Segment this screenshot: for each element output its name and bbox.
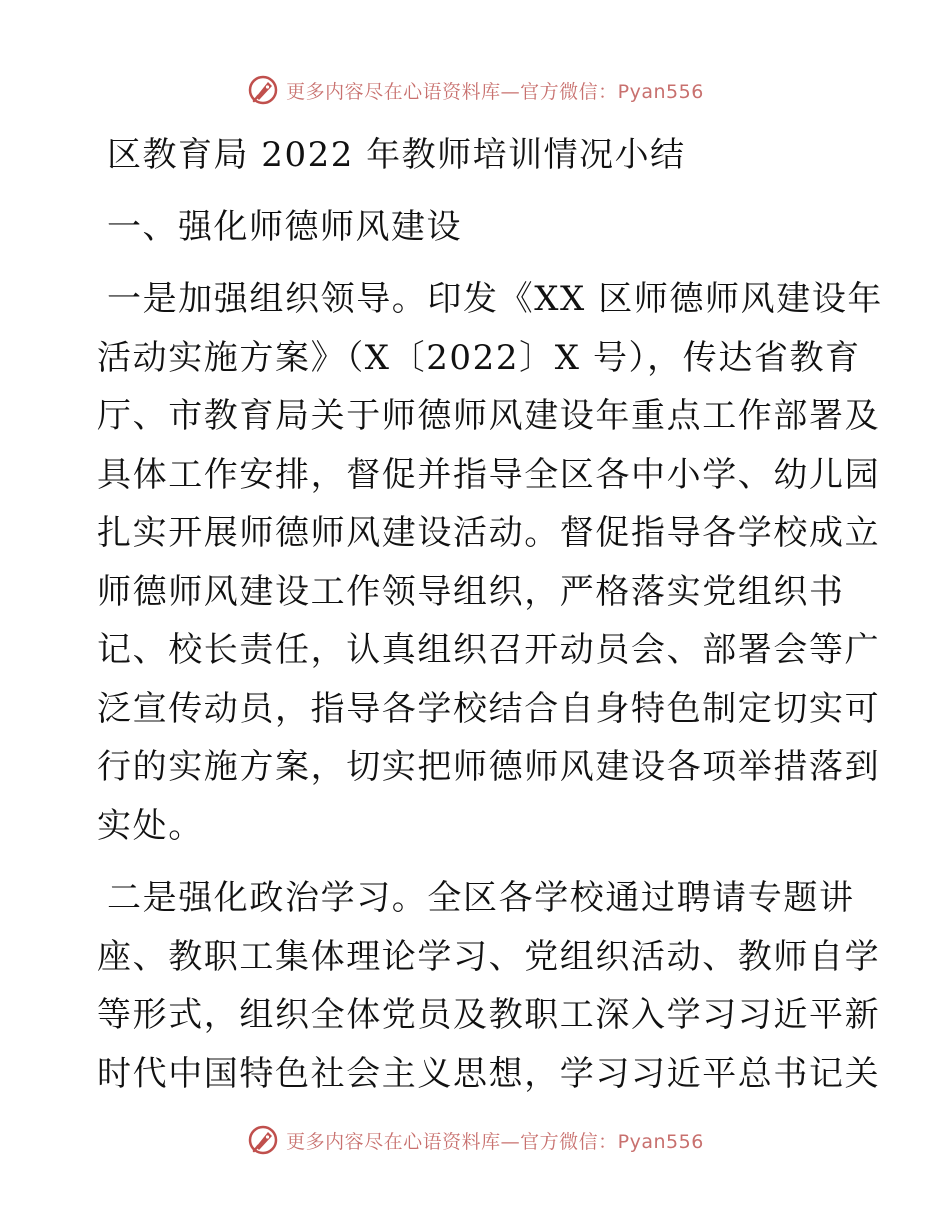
footer-banner-text [286, 1127, 704, 1154]
document-body [97, 120, 884, 1103]
document-title: 区教育局 2022 年教师培训情况小结 [107, 135, 686, 175]
paragraph-line: 等形式，组织全体党员及教职工深入学习习近平新 [97, 995, 881, 1035]
section-heading: 一、强化师德师风建设 [107, 207, 462, 247]
paragraph-line: 时代中国特色社会主义思想，学习习近平总书记关 [97, 1053, 881, 1094]
footer-banner-label: 更多内容尽在心语资料库—官方微信： [286, 1130, 618, 1153]
paragraph-line: 一是加强组织领导。印发《XX 区师德师风建设年 [107, 279, 884, 319]
paragraph-line: 扎实开展师德师风建设活动。督促指导各学校成立 [97, 513, 881, 553]
header-banner-wechat-id: Pyan556 [617, 80, 704, 103]
pen-nib-logo-icon [246, 73, 280, 107]
paragraph-line: 泛宣传动员，指导各学校结合自身特色制定切实可 [97, 688, 881, 729]
paragraph-line: 师德师风建设工作领导组织，严格落实党组织书 [97, 571, 845, 612]
paragraph-line: 记、校长责任，认真组织召开动员会、部署会等广 [97, 630, 881, 670]
paragraph-organization [97, 270, 884, 855]
pen-nib-logo-icon [246, 1123, 280, 1157]
paragraph-line: 厅、市教育局关于师德师风建设年重点工作部署及 [97, 396, 881, 436]
header-banner-text [286, 77, 704, 104]
footer-banner [0, 1118, 950, 1162]
footer-banner-wechat-id: Pyan556 [617, 1130, 704, 1153]
paragraph-line: 活动实施方案》（X〔2022〕X 号），传达省教育 [97, 337, 861, 378]
paragraph-line: 座、教职工集体理论学习、党组织活动、教师自学 [97, 936, 881, 977]
header-banner-label: 更多内容尽在心语资料库—官方微信： [286, 80, 618, 103]
header-banner [0, 68, 950, 112]
paragraph-line: 二是强化政治学习。全区各学校通过聘请专题讲 [107, 878, 855, 918]
paragraph-line: 行的实施方案，切实把师德师风建设各项举措落到 [97, 747, 881, 787]
paragraph-line: 具体工作安排，督促并指导全区各中小学、幼儿园 [97, 454, 881, 495]
paragraph-line: 实处。 [97, 805, 204, 846]
paragraph-political-study [97, 869, 881, 1103]
